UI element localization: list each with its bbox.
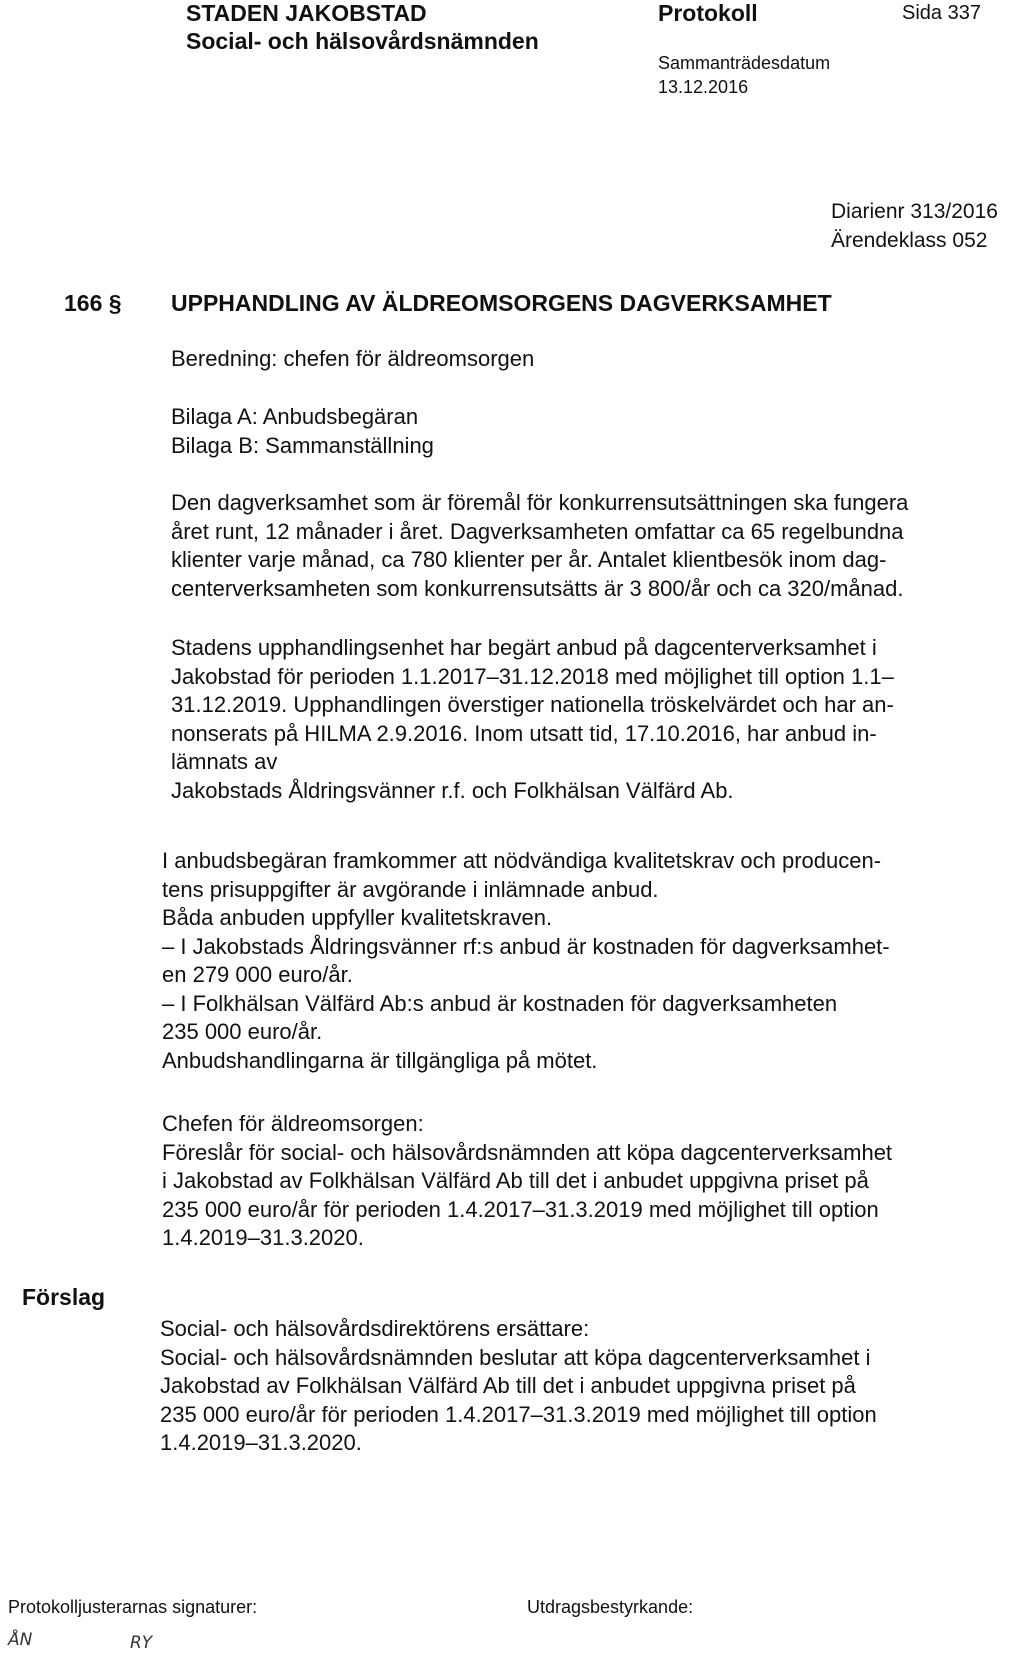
paragraph-line: året runt, 12 månader i året. Dagverksamheten omfattar ca 65 regelbundna	[171, 518, 904, 544]
signature-initials-2: RY	[130, 1633, 153, 1653]
meeting-date: 13.12.2016	[658, 77, 749, 97]
case-class: Ärendeklass 052	[831, 229, 988, 252]
preparation-line	[171, 345, 534, 374]
paragraph-line: Den dagverksamhet som är föremål för konkurrensutsättningen ska fungera	[171, 490, 909, 515]
section-title: UPPHANDLING AV ÄLDREOMSORGENS DAGVERKSAMHET	[171, 290, 832, 316]
doc-type: Protokoll	[658, 0, 758, 26]
paragraph-line: klienter varje månad, ca 780 klienter per år. Antalet klientbesök inom dag-	[171, 547, 887, 572]
page-number: Sida 337	[902, 2, 981, 24]
paragraph-proposal-director	[160, 1315, 877, 1458]
extract-label: Utdragsbestyrkande:	[527, 1597, 694, 1617]
diary-number: Diarienr 313/2016	[831, 200, 998, 223]
paragraph-line: 235 000 euro/år för perioden 1.4.2017–31.3.2019 med möjlighet till option	[162, 1196, 879, 1222]
paragraph-line: lämnats av	[171, 749, 278, 774]
signatures-label: Protokolljusterarnas signaturer:	[8, 1597, 258, 1617]
committee-name: Social- och hälsovårdsnämnden	[186, 28, 539, 54]
paragraph-line: Chefen för äldreomsorgen:	[162, 1111, 424, 1136]
signature-initials-1: ÅN	[8, 1630, 33, 1650]
org-name: STADEN JAKOBSTAD	[186, 0, 427, 26]
paragraph-bids	[162, 847, 890, 1075]
section-number: 166 §	[64, 290, 122, 316]
paragraph-scope	[171, 489, 908, 603]
paragraph-line: Social- och hälsovårdsnämnden beslutar att köpa dagcenterverksamhet i	[160, 1344, 871, 1370]
paragraph-line: i Jakobstad av Folkhälsan Välfärd Ab till det i anbudet uppgivna priset på	[162, 1168, 869, 1193]
paragraph-procurement	[171, 634, 894, 805]
date-label: Sammanträdesdatum	[658, 53, 831, 73]
attachment-a: Bilaga A: Anbudsbegäran	[171, 404, 419, 429]
paragraph-line: – I Folkhälsan Välfärd Ab:s anbud är kostnaden för dagverksamheten	[162, 990, 838, 1016]
paragraph-line: 1.4.2019–31.3.2020.	[162, 1225, 364, 1250]
preparation-text: Beredning: chefen för äldreomsorgen	[171, 346, 535, 371]
paragraph-line: tens prisuppgifter är avgörande i inlämnade anbud.	[162, 876, 659, 902]
paragraph-line: Social- och hälsovårdsdirektörens ersättare:	[160, 1316, 590, 1341]
paragraph-line: Jakobstads Åldringsvänner r.f. och Folkhälsan Välfärd Ab.	[171, 777, 734, 803]
paragraph-line: 1.4.2019–31.3.2020.	[160, 1430, 362, 1455]
paragraph-line: Föreslår för social- och hälsovårdsnämnden att köpa dagcenterverksamhet	[162, 1139, 893, 1165]
attachments-list	[171, 403, 434, 460]
proposal-label: Förslag	[22, 1284, 106, 1310]
paragraph-line: Båda anbuden uppfyller kvalitetskraven.	[162, 905, 553, 930]
paragraph-line: I anbudsbegäran framkommer att nödvändiga kvalitetskrav och producen-	[162, 848, 882, 873]
paragraph-line: Jakobstad för perioden 1.1.2017–31.12.2018 med möjlighet till option 1.1–	[171, 663, 894, 689]
paragraph-line: 235 000 euro/år.	[162, 1019, 323, 1044]
paragraph-line: centerverksamheten som konkurrensutsätts är 3 800/år och ca 320/månad.	[171, 575, 904, 601]
paragraph-line: – I Jakobstads Åldringsvänner rf:s anbud är kostnaden för dagverksamhet-	[162, 933, 890, 959]
paragraph-line: 31.12.2019. Upphandlingen överstiger nationella tröskelvärdet och har an-	[171, 692, 894, 717]
paragraph-proposal-chief	[162, 1110, 892, 1253]
paragraph-line: en 279 000 euro/år.	[162, 962, 353, 987]
paragraph-line: Jakobstad av Folkhälsan Välfärd Ab till det i anbudet uppgivna priset på	[160, 1373, 856, 1398]
paragraph-line: 235 000 euro/år för perioden 1.4.2017–31.3.2019 med möjlighet till option	[160, 1401, 877, 1427]
attachment-b: Bilaga B: Sammanställning	[171, 432, 434, 458]
paragraph-line: Anbudshandlingarna är tillgängliga på mötet.	[162, 1047, 598, 1073]
paragraph-line: nonserats på HILMA 2.9.2016. Inom utsatt tid, 17.10.2016, har anbud in-	[171, 720, 877, 746]
paragraph-line: Stadens upphandlingsenhet har begärt anbud på dagcenterverksamhet i	[171, 635, 877, 660]
